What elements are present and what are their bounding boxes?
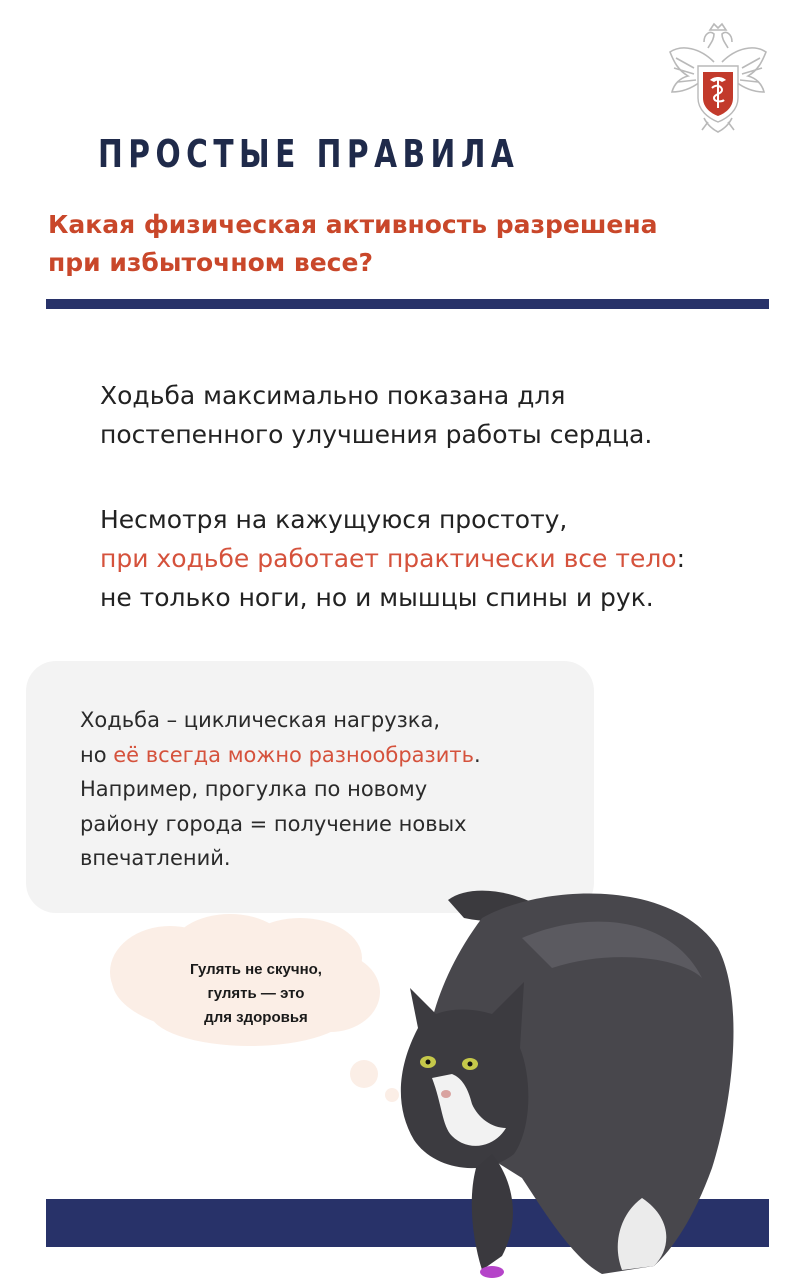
paragraph-2-colon: :	[676, 544, 686, 573]
cat-illustration	[372, 878, 744, 1280]
note-card-text	[80, 703, 580, 876]
paragraph-2-highlight: при ходьбе работает практически все тело	[100, 544, 677, 573]
note-line-4: району города = получение новых	[80, 811, 467, 836]
ministry-emblem-icon	[664, 22, 772, 136]
note-line-3: Например, прогулка по новому	[80, 777, 428, 801]
thought-bubble-text	[146, 958, 366, 1030]
thought-line-1: Гулять не скучно,	[190, 961, 322, 978]
note-line-2-end: .	[473, 742, 481, 767]
section-kicker: ПРОСТЫЕ ПРАВИЛА	[98, 132, 520, 176]
note-line-1: Ходьба – циклическая нагрузка,	[80, 708, 441, 732]
paragraph-2-line-3: не только ноги, но и мышцы спины и рук.	[100, 583, 654, 612]
paragraph-1-line-2: постепенного улучшения работы сердца.	[100, 420, 653, 449]
thought-line-2: гулять — это	[207, 985, 305, 1002]
note-highlight: её всегда можно разнообразить	[113, 742, 474, 767]
headline-line-1: Какая физическая активность разрешена	[48, 210, 658, 239]
paragraph-1-line-1: Ходьба максимально показана для	[100, 381, 566, 410]
paragraph-2-line-1: Несмотря на кажущуюся простоту,	[100, 505, 568, 534]
thought-line-3: для здоровья	[204, 1009, 308, 1026]
paragraph-walking-heart	[100, 376, 790, 454]
note-line-5: впечатлений.	[80, 846, 231, 870]
page-headline	[48, 206, 748, 282]
note-line-2-start: но	[80, 742, 114, 767]
paragraph-whole-body	[100, 500, 790, 617]
headline-line-2: при избыточном весе?	[48, 248, 373, 277]
top-divider	[46, 299, 769, 309]
